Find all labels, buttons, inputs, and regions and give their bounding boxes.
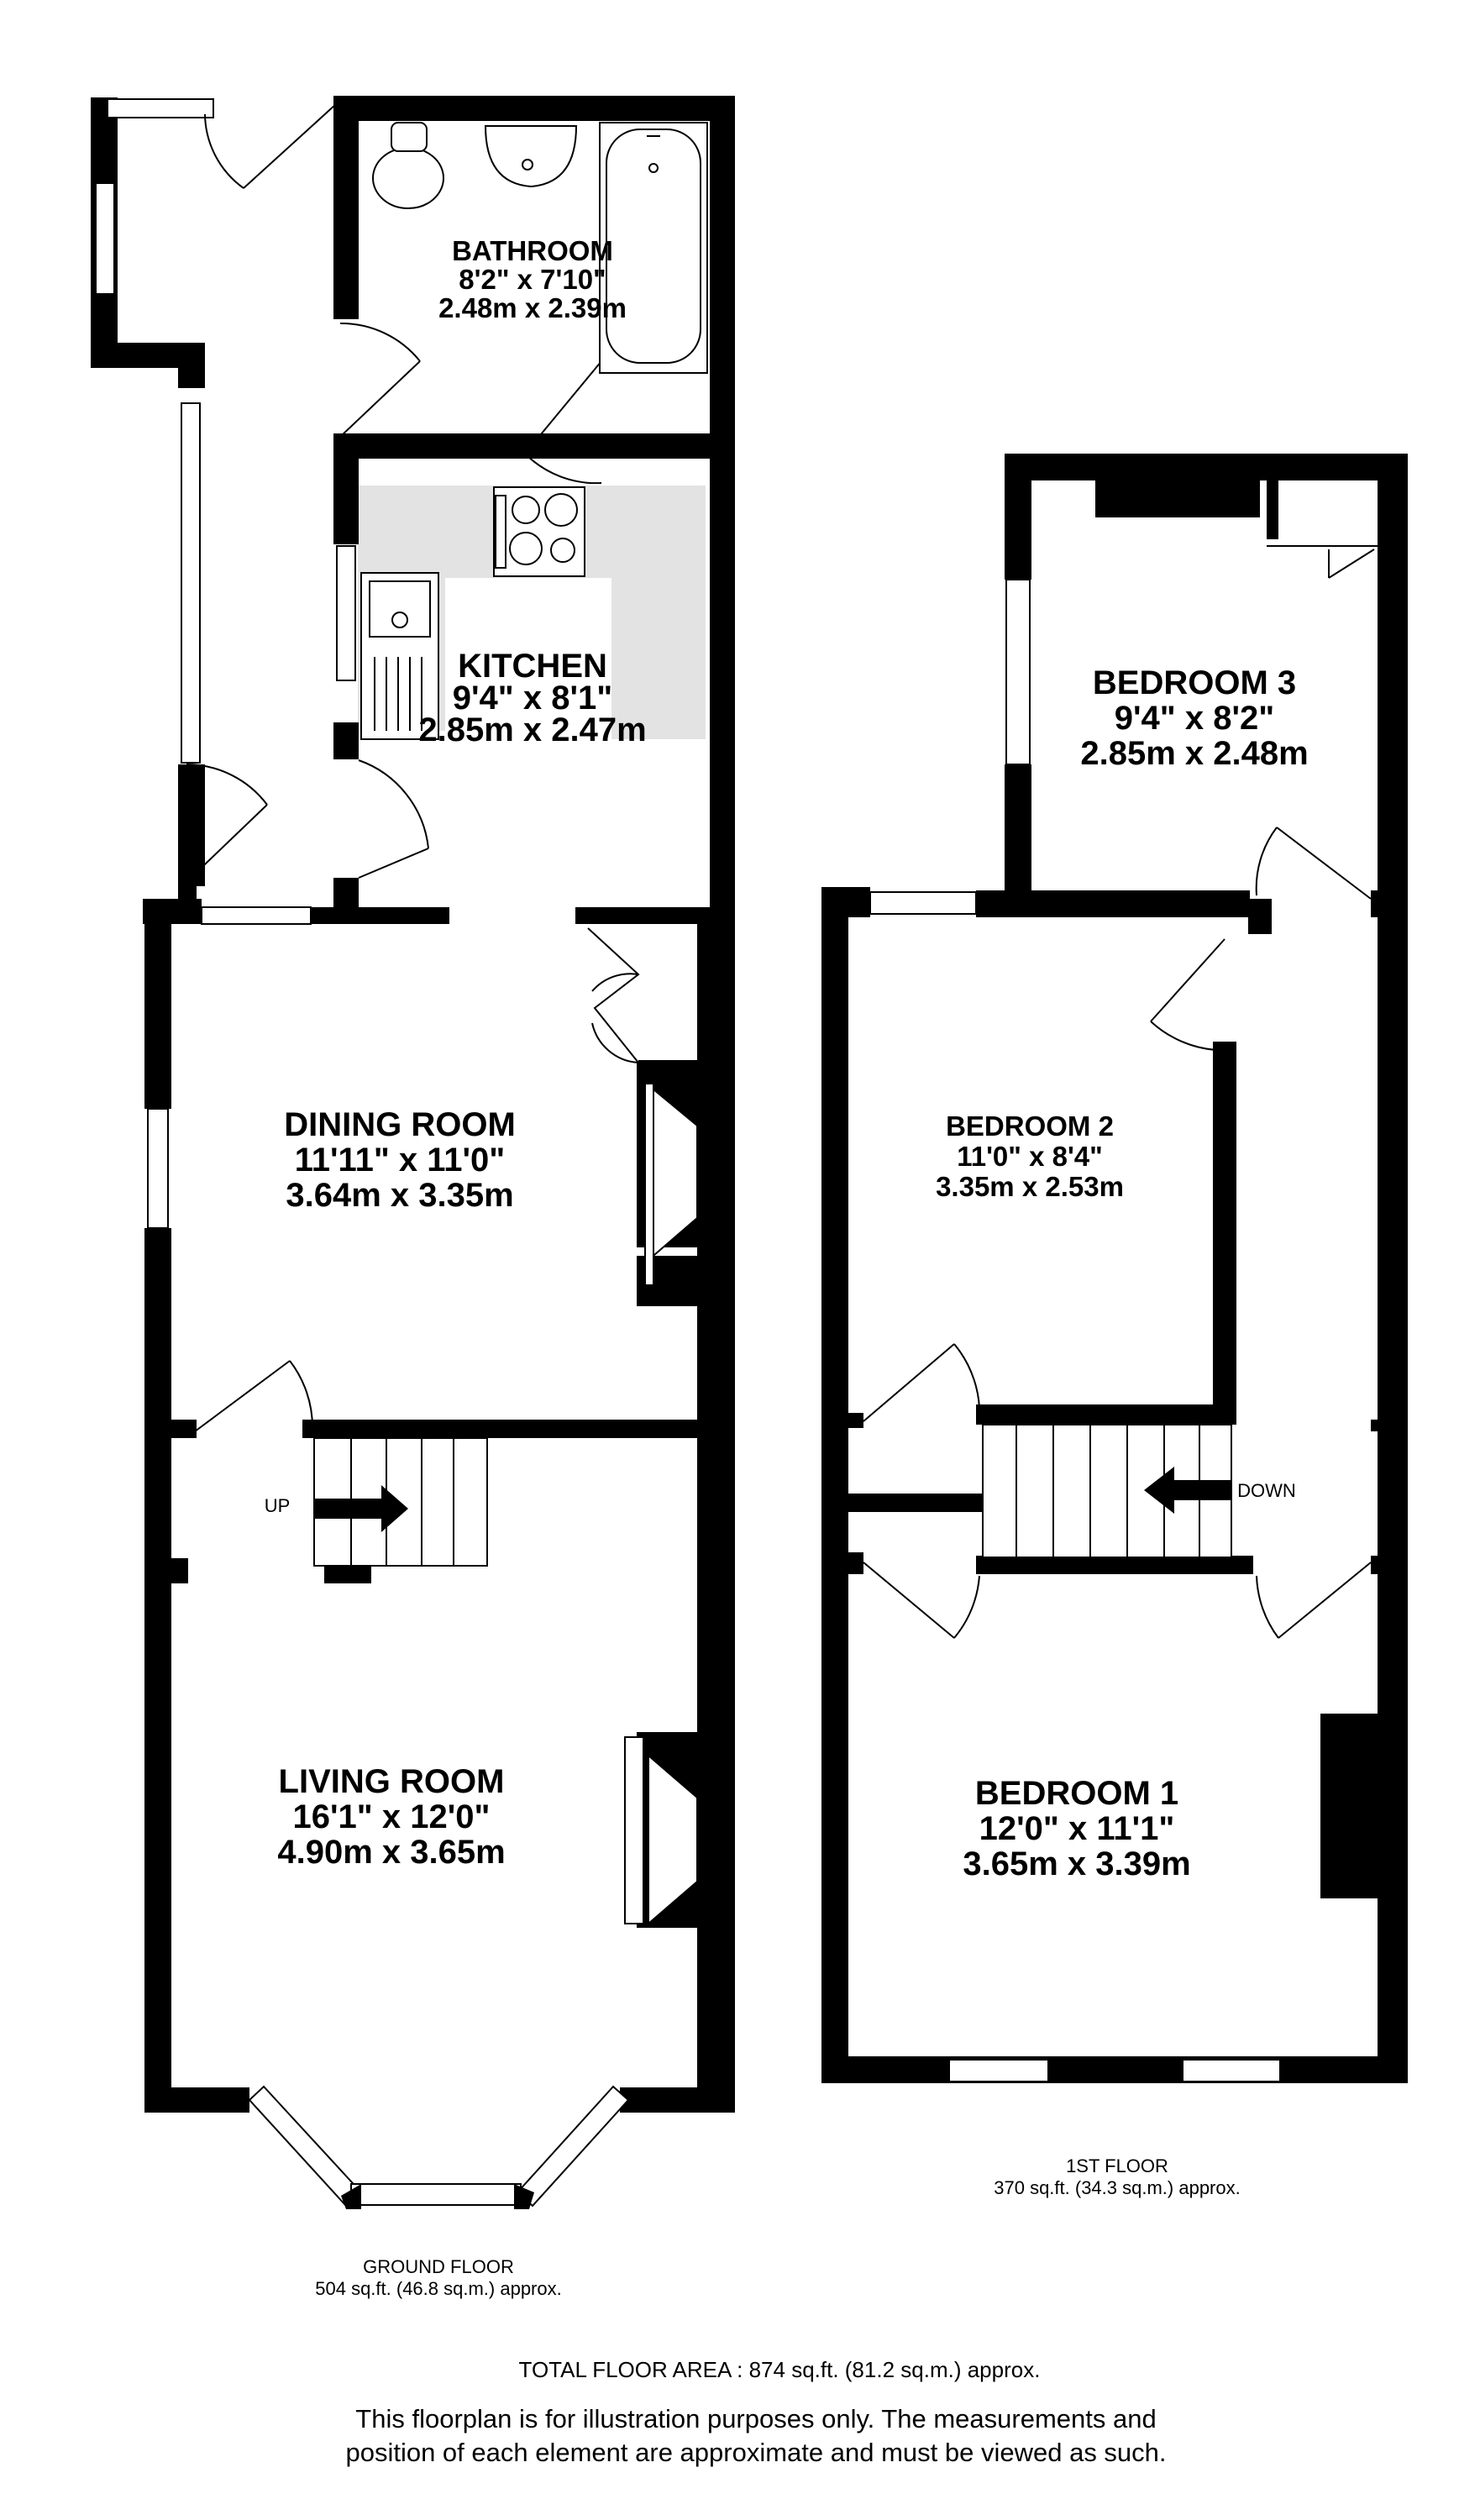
ground-floor-stairs <box>314 1438 487 1566</box>
bedroom2-name: BEDROOM 2 <box>946 1110 1114 1142</box>
bedroom1-metric: 3.65m x 3.39m <box>963 1845 1191 1882</box>
living-room-name: LIVING ROOM <box>278 1763 505 1800</box>
basin <box>485 126 576 186</box>
bay-window <box>249 2087 628 2209</box>
dining-room-name: DINING ROOM <box>284 1106 516 1143</box>
kitchen-window <box>337 546 355 680</box>
disclaimer-line-1: This floorplan is for illustration purposes only. The measurements and <box>355 2404 1157 2433</box>
porch-window-side <box>96 183 114 294</box>
living-hearth <box>625 1737 643 1924</box>
stairs-up-label: UP <box>264 1495 291 1516</box>
bedroom3-name: BEDROOM 3 <box>1092 664 1297 701</box>
dining-room-metric: 3.64m x 3.35m <box>286 1177 514 1214</box>
dining-window-side <box>148 1109 168 1228</box>
porch-window-top <box>108 99 213 118</box>
bedroom2-window <box>870 892 976 914</box>
bedroom3-imperial: 9'4" x 8'2" <box>1114 700 1275 737</box>
bedroom2-imperial: 11'0" x 8'4" <box>957 1141 1103 1172</box>
dining-hearth <box>645 1084 653 1285</box>
bedroom1-imperial: 12'0" x 11'1" <box>979 1810 1175 1847</box>
bathroom-name: BATHROOM <box>452 235 613 266</box>
first-floor-area: 370 sq.ft. (34.3 sq.m.) approx. <box>994 2177 1241 2198</box>
kitchen-imperial: 9'4" x 8'1" <box>452 680 613 717</box>
bedroom3-cupboard <box>1267 546 1378 578</box>
first-floor-stairs <box>983 1425 1231 1557</box>
bathroom-metric: 2.48m x 2.39m <box>438 292 627 323</box>
floor-captions <box>315 2155 1240 2299</box>
bedroom2-metric: 3.35m x 2.53m <box>936 1171 1124 1202</box>
side-return-window <box>181 403 200 763</box>
kitchen-name: KITCHEN <box>458 648 607 685</box>
ground-floor-area: 504 sq.ft. (46.8 sq.m.) approx. <box>315 2278 562 2299</box>
toilet <box>373 148 443 208</box>
kitchen-metric: 2.85m x 2.47m <box>418 711 647 748</box>
bedroom1-window-left <box>949 2060 1048 2082</box>
living-room-metric: 4.90m x 3.65m <box>277 1834 506 1871</box>
ground-floor-title: GROUND FLOOR <box>363 2256 514 2277</box>
stairs-down-label: DOWN <box>1237 1480 1296 1501</box>
footer <box>345 2357 1166 2467</box>
bathroom-imperial: 8'2" x 7'10" <box>459 264 606 295</box>
dining-room-imperial: 11'11" x 11'0" <box>294 1142 506 1179</box>
bedroom3-metric: 2.85m x 2.48m <box>1080 735 1309 772</box>
total-floor-area: TOTAL FLOOR AREA : 874 sq.ft. (81.2 sq.m.) approx. <box>518 2357 1041 2382</box>
bedroom1-window-right <box>1183 2060 1280 2082</box>
bedroom3-window <box>1006 580 1030 764</box>
living-room-imperial: 16'1" x 12'0" <box>292 1798 491 1835</box>
first-floor-title: 1ST FLOOR <box>1066 2155 1168 2176</box>
bedroom1-name: BEDROOM 1 <box>974 1775 1179 1812</box>
disclaimer-line-2: position of each element are approximate and must be viewed as such. <box>345 2438 1167 2467</box>
dining-window-top <box>202 907 311 924</box>
